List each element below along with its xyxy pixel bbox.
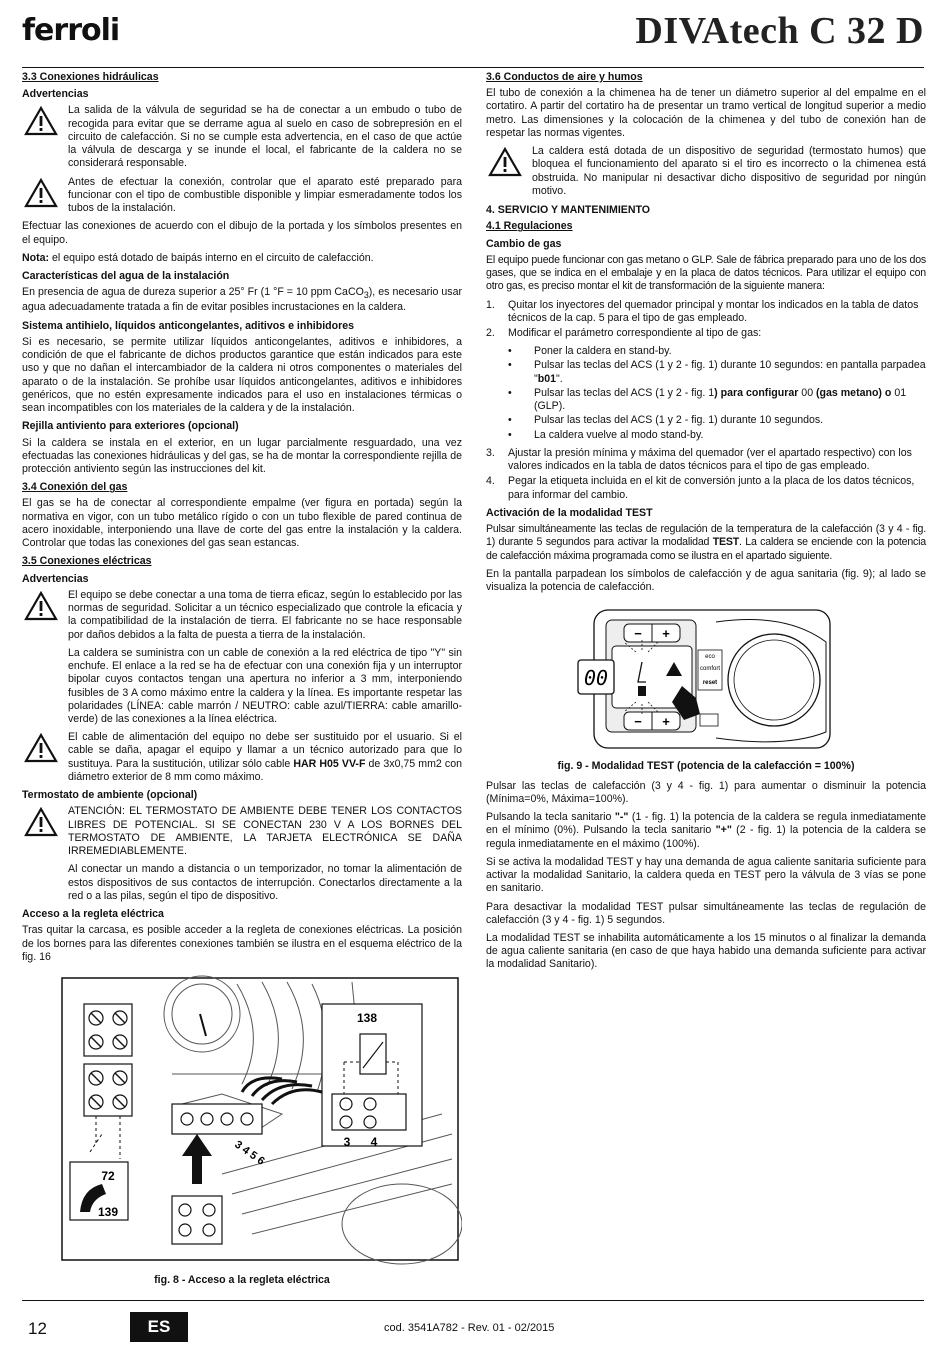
bullet: • — [508, 359, 512, 372]
label-3456: 3 4 5 6 — [232, 1138, 267, 1168]
warnings-heading: Advertencias — [22, 88, 89, 101]
text: ) para configurar — [714, 386, 799, 399]
section-3-4-title: 3.4 Conexión del gas — [22, 481, 128, 494]
warning-text: ATENCIÓN: EL TERMOSTATO DE AMBIENTE DEBE TENER LOS CONTACTOS LIBRES DE POTENCIAL. SI SE CONECTAN 230 V A LOS BORNES DEL TERMOSTATO DE AMBIENTE, LA TARJETA ELECTRÓNICA SE DAÑA IRREMEDIABLEMENTE. — [68, 805, 462, 858]
text: ". — [556, 372, 563, 385]
list-item — [486, 475, 926, 501]
text: Modificar el parámetro correspondiente al tipo de gas: — [508, 326, 762, 339]
text: Ajustar la presión mínima y máxima del quemador (ver el apartado respectivo) con los valores indicados en la tabla de datos técnicos para el tipo de gas empleado. — [508, 446, 912, 473]
label-4: 4 — [370, 1134, 378, 1149]
text: (gas metano) o — [816, 386, 892, 399]
text: 01 (GLP). — [534, 386, 907, 413]
page-number: 12 — [28, 1319, 47, 1338]
terminal-access-heading: Acceso a la regleta eléctrica — [22, 908, 164, 921]
warning-triangle-icon — [24, 733, 58, 763]
text: 00 — [798, 386, 817, 399]
warning-block — [486, 145, 926, 198]
note-label: Nota: — [22, 251, 50, 264]
plus-key-top: + — [662, 626, 670, 642]
grille-paragraph: Si la caldera se instala en el exterior, en un lugar parcialmente resguardado, una vez efectuadas las conexiones hidráulicas y del gas, se ha de montar la correspondiente rejilla de protección antiviento según las instrucciones del kit. — [22, 436, 462, 475]
gas-change-steps-cont — [486, 447, 926, 502]
paragraph: Efectuar las conexiones de acuerdo con el dibujo de la portada y los símbolos presentes en el equipo. — [22, 220, 462, 246]
text: "-" — [614, 811, 629, 824]
warning-triangle-icon — [24, 106, 58, 136]
warning-text: La salida de la válvula de seguridad se ha de conectar a un embudo o tubo de recogida para evitar que se derrame agua al suelo en caso de sobrepresión en el circuito de calefacción. Si no se cumple esta advertencia, en el caso de que actúe la válvula de descarga y se inunde el local, el fabricante de la caldera no se considerará responsable. — [68, 104, 462, 170]
text: Pulsar las teclas del ACS (1 y 2 - fig. 1) durante 10 segundos: en pantalla parpadea " — [534, 359, 926, 385]
text: Pulsando la tecla sanitario — [486, 811, 615, 824]
eco-label: eco — [705, 654, 715, 661]
list-item — [486, 345, 926, 358]
text: Pegar la etiqueta incluida en el kit de conversión junto a la placa de los datos técnicos, para informar del cambio. — [508, 475, 915, 501]
minus-key-bottom: − — [634, 714, 642, 730]
gas-paragraph: El gas se ha de conectar al correspondiente empalme (ver figura en portada) según la normativa en vigor, con un tubo metálico rígido o con un tubo flexible de pared continua de acero inoxidable, interponiendo una llave de corte del gas entre la instalación y la caldera. Controlar que todas las conexiones del gas sean estancas. — [22, 497, 462, 550]
water-paragraph — [22, 286, 462, 314]
thermostat-heading: Termostato de ambiente (opcional) — [22, 789, 198, 802]
text: (1 - fig. 1) la potencia de la caldera se regula inmediatamente en el mínimo (0%). Pulsando la tecla sanitario — [486, 811, 926, 837]
number: 2. — [486, 326, 495, 339]
plus-key-bottom: + — [662, 714, 670, 730]
warning-triangle-icon — [488, 147, 522, 177]
gas-change-heading: Cambio de gas — [486, 237, 562, 250]
warning-text: El equipo se debe conectar a una toma de tierra eficaz, según lo establecido por las normas de seguridad. Solicitar a un técnico especializado que controle la eficacia y la compatibilidad de la instalación de tierra. El fabricante no se hace responsable por daños debidos a la falta de puesta a tierra de la instalación. — [68, 588, 462, 641]
figure-9-caption: fig. 9 - Modalidad TEST (potencia de la calefacción = 100%) — [557, 760, 855, 773]
number: 4. — [486, 475, 495, 488]
display-value: 00 — [583, 666, 609, 691]
bullet: • — [508, 386, 512, 399]
bullet: • — [508, 414, 512, 427]
section-3-5-title: 3.5 Conexiones eléctricas — [22, 555, 152, 568]
text: de 3x0,75 mm2 con diámetro exterior de 8 mm como máximo. — [68, 757, 462, 783]
antifreeze-heading: Sistema antihielo, líquidos anticongelantes, aditivos e inhibidores — [22, 319, 355, 332]
note-paragraph — [22, 252, 462, 265]
paragraph — [486, 811, 926, 851]
list-item — [486, 429, 926, 442]
water-heading: Características del agua de la instalación — [22, 270, 230, 283]
list-item — [486, 299, 926, 325]
right-column — [486, 71, 926, 977]
warning-triangle-icon — [24, 591, 58, 621]
warning-block — [22, 805, 462, 903]
language-badge: ES — [130, 1312, 188, 1342]
minus-key-top: − — [634, 626, 642, 642]
figure-8-caption: fig. 8 - Acceso a la regleta eléctrica — [154, 1274, 330, 1287]
text: Pulsar las teclas del ACS (1 y 2 - fig. 1) durante 10 segundos. — [534, 414, 824, 427]
warning-triangle-icon — [24, 807, 58, 837]
list-item — [486, 359, 926, 385]
warning-text — [68, 731, 462, 784]
display-paragraph: En la pantalla parpadean los símbolos de calefacción y de agua sanitaria (fig. 9); al lado se visualiza la potencia de calefacción. — [486, 567, 926, 593]
text: ), es necesario usar agua adecuadamente tratada a fin de evitar posibles incrustaciones en la caldera. — [22, 286, 462, 314]
number: 3. — [486, 446, 495, 459]
paragraph: Si se activa la modalidad TEST y hay una demanda de agua caliente sanitaria suficiente para activar la modalidad Sanitario, la caldera queda en TEST pero la válvula de 3 vías se pone en sanitario. — [486, 855, 926, 895]
control-panel-illustration — [486, 602, 926, 752]
warning-block — [22, 731, 462, 784]
text: . La caldera se enciende con la potencia de calefacción máxima programada como se ilustra en el apartado siguiente. — [486, 536, 926, 562]
text: 3 — [363, 290, 369, 301]
figure-9 — [486, 602, 926, 773]
gas-change-steps — [486, 299, 926, 341]
text: Poner la caldera en stand-by. — [534, 345, 672, 358]
warnings-heading: Advertencias — [22, 572, 89, 585]
terminal-access-paragraph: Tras quitar la carcasa, es posible acceder a la regleta de conexiones eléctricas. La posición de los bornes para las diferentes conexiones también se ilustra en el esquema eléctrico de la fig. 16 — [22, 924, 462, 963]
text: (2 - fig. 1) la potencia de la caldera se regula inmediatamente en el máximo (100%). — [486, 824, 926, 850]
model-title: DIVAtech C 32 D — [635, 10, 924, 52]
warning-text: Al conectar un mando a distancia o un temporizador, no tomar la alimentación de estos dispositivos de sus contactos de interrupción. Conectarlos directamente a la red o a las pilas, según el tipo de dispositivo. — [68, 863, 462, 902]
label-139: 139 — [97, 1204, 119, 1219]
text: El cable de alimentación del equipo no debe ser sustituido por el usuario. Si el cable se daña, apagar el equipo y llamar a un técnico autorizado para que lo sustituya. Para la sustitución, utilizar sólo cable — [68, 731, 462, 770]
section-3-6-title: 3.6 Conductos de aire y humos — [486, 71, 643, 83]
footer-rule — [22, 1300, 924, 1301]
list-item — [486, 327, 926, 340]
label-3: 3 — [343, 1134, 351, 1149]
figure-8 — [22, 974, 462, 1287]
section-4-title: 4. SERVICIO Y MANTENIMIENTO — [486, 204, 651, 217]
left-column — [22, 71, 462, 1293]
text: En presencia de agua de dureza superior a 25° Fr (1 °F = 10 ppm CaCO — [22, 286, 364, 299]
antifreeze-paragraph: Si es necesario, se permite utilizar líquidos anticongelantes, aditivos e inhibidores, a condición de que el fabricante de dichos productos garantice que están indicados para este uso y que no dañan el intercambiador de la caldera ni otros componentes o materiales del aparato o de la instalación. Se prohíbe usar líquidos anticongelantes, aditivos e inhibidores genéricos, que no estén expresamente indicados para el uso en instalaciones térmicas o sean incompatibles con los materiales de la caldera y de la instalación. — [22, 335, 462, 415]
test-mode-paragraph — [486, 523, 926, 563]
section-3-3-title: 3.3 Conexiones hidráulicas — [22, 71, 159, 83]
paragraph: Pulsar las teclas de calefacción (3 y 4 - fig. 1) para aumentar o disminuir la potencia (Mínima=0%, Máxima=100%). — [486, 779, 926, 805]
paragraph: Para desactivar la modalidad TEST pulsar simultáneamente las teclas de regulación de calefacción (3 y 4 - fig. 1) 5 segundos. — [486, 900, 926, 926]
brand-logo: ferroli — [22, 13, 120, 48]
text: b01 — [537, 372, 557, 385]
test-mode-heading: Activación de la modalidad TEST — [486, 506, 653, 519]
text: Pulsar las teclas del ACS (1 y 2 - fig. 1 — [534, 386, 715, 399]
text: TEST — [712, 536, 740, 549]
warning-text: La caldera está dotada de un dispositivo de seguridad (termostato humos) que bloquea el funcionamiento del aparato si el tiro es incorrecto o la chimenea está obstruida. No manipular ni desactivar dicho dispositivo de seguridad por ningún motivo. — [532, 145, 926, 197]
bullet: • — [508, 345, 512, 358]
header-rule — [22, 67, 924, 68]
comfort-label: comfort — [699, 666, 721, 673]
section-4-1-title: 4.1 Regulaciones — [486, 220, 573, 233]
text: "+" — [715, 824, 732, 837]
note-text: el equipo está dotado de baipás interno en el circuito de calefacción. — [49, 251, 374, 264]
bullet: • — [508, 428, 512, 441]
warning-block — [22, 176, 462, 216]
gas-change-paragraph: El equipo puede funcionar con gas metano o GLP. Sale de fábrica preparado para uno de los dos gases, que se indica en el embalaje y en la placa de datos técnicos. Para utilizar el equipo con otro gas, es preciso montar el kit de transformación de la siguiente manera: — [486, 253, 926, 293]
text: HAR H05 VV-F — [293, 757, 366, 770]
reset-label: reset — [702, 680, 718, 687]
list-item — [486, 447, 926, 473]
text: La caldera vuelve al modo stand-by. — [534, 428, 704, 441]
list-item — [486, 414, 926, 427]
warning-text: Antes de efectuar la conexión, controlar que el aparato esté preparado para funcionar con el tipo de combustible disponible y limpiar esmeradamente todos los tubos de la instalación. — [68, 175, 462, 215]
grille-heading: Rejilla antiviento para exteriores (opcional) — [22, 420, 239, 433]
number: 1. — [486, 298, 495, 311]
warning-block — [22, 104, 462, 170]
text: Pulsar simultáneamente las teclas de regulación de la temperatura de la calefacción (3 y 4 - fig. 1) durante 5 segundos para activar la modalidad — [486, 523, 926, 549]
paragraph: El tubo de conexión a la chimenea ha de tener un diámetro superior al del empalme en el cortatiro. A partir del cortatiro ha de presentar un tramo vertical de longitud superior a medio metro. Las dimensiones y la colocación de la chimenea y del tubo de conexión han de respetar las normas vigentes. — [486, 87, 926, 139]
warning-continuation — [22, 647, 462, 726]
warning-block — [22, 589, 462, 642]
parameter-substeps — [486, 345, 926, 442]
document-code: cod. 3541A782 - Rev. 01 - 02/2015 — [384, 1322, 555, 1334]
list-item — [486, 387, 926, 413]
terminal-block-illustration — [22, 974, 462, 1266]
warning-triangle-icon — [24, 178, 58, 208]
label-138: 138 — [356, 1010, 378, 1025]
text: Quitar los inyectores del quemador principal y montar los indicados en la tabla de datos técnicos de la cap. 5 para el tipo de gas empleado. — [508, 298, 919, 324]
paragraph: La modalidad TEST se inhabilita automáticamente a los 15 minutos o al finalizar la demanda de agua caliente sanitaria (en caso de que haya habido una demanda suficiente para activar la modalidad Sanitario). — [486, 932, 926, 971]
warning-text: La caldera se suministra con un cable de conexión a la red eléctrica de tipo "Y" sin enchufe. El enlace a la red se ha de efectuar con una conexión fija y un interruptor bipolar cuyos contactos tengan una apertura no inferior a 3 mm, interponiendo fusibles de 3 A como máximo entre la caldera y la línea. Es importante respetar las polaridades (LÍNEA: cable marrón / NEUTRO: cable azul/TIERRA: cable amarillo-verde) de las conexiones a la línea eléctrica. — [68, 646, 462, 725]
label-72: 72 — [101, 1168, 115, 1183]
